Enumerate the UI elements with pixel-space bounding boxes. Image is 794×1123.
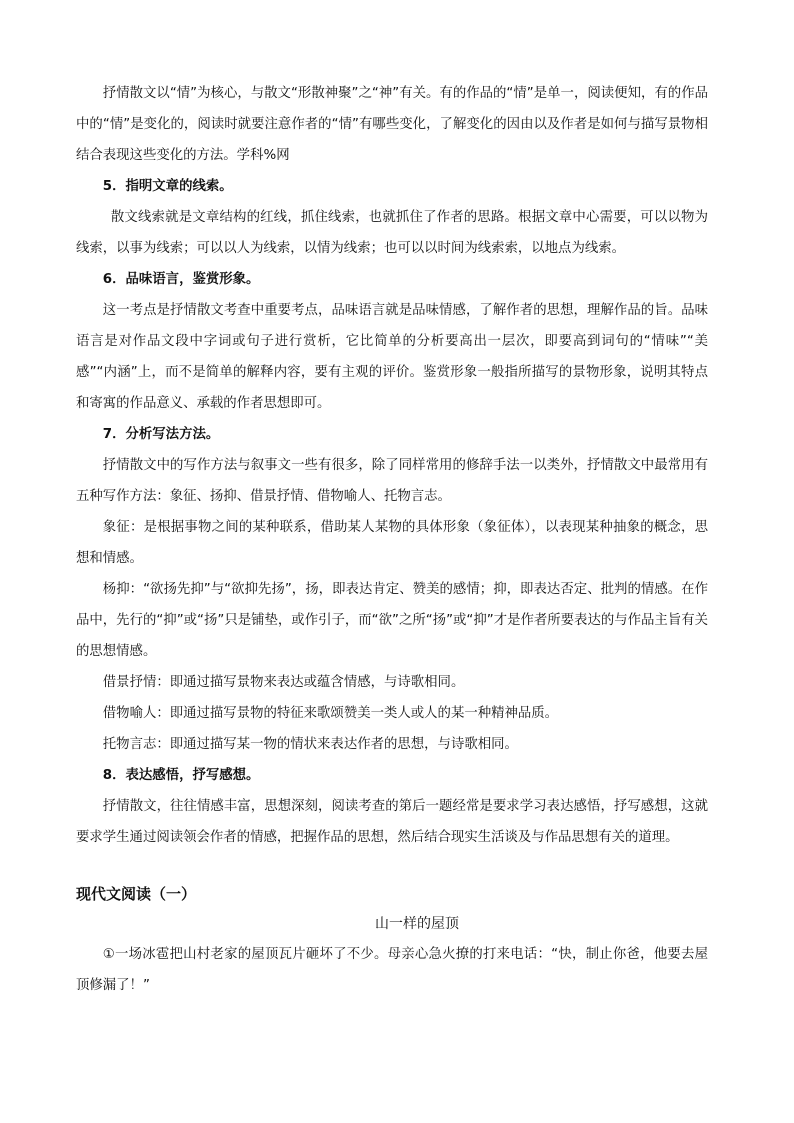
heading-point-6: 6．品味语言，鉴赏形象。 xyxy=(102,272,260,287)
paragraph-scenery-emotion: 借景抒情：即通过描写景物来表达或蕴含情感，与诗歌相同。 xyxy=(102,675,465,690)
heading-point-7: 7．分析写法方法。 xyxy=(102,427,220,442)
article-title: 山一样的屋顶 xyxy=(375,916,459,932)
article-first-paragraph: ①一场冰雹把山村老家的屋顶瓦片砸坏了不少。母亲心急火撩的打来电话：“快，制止你爸，他要去屋顶修漏了！” xyxy=(76,947,708,993)
paragraph-object-aspiration: 托物言志：即通过描写某一物的情状来表达作者的思想，与诗歌相同。 xyxy=(102,737,518,752)
heading-point-8: 8．表达感悟，抒写感想。 xyxy=(102,768,260,783)
paragraph-symbolism: 象征：是根据事物之间的某种联系，借助某人某物的具体形象（象征体），以表现某种抽象的概念，思想和情感。 xyxy=(76,520,708,566)
paragraph-language: 这一考点是抒情散文考查中重要考点，品味语言就是品味情感，了解作者的思想，理解作品的旨。品味语言是对作品文段中字词或句子进行赏析，它比简单的分析要高出一层次，即要高到词句的“情味”“美感”“内涵”上，而不是简单的解释内容，要有主观的评价。鉴赏形象一般指所描写的景物形象，说明其特点和寄寓的作品意义、承载的作者思想即可。 xyxy=(76,303,708,411)
paragraph-contrast: 杨抑：“欲扬先抑”与“欲抑先扬”，扬，即表达肯定、赞美的感情；抑，即表达否定、批判的情感。在作品中，先行的“抑”或“扬”只是铺垫，或作引子，而“欲”之所“扬”或“抑”才是作者所要表达的与作品主旨有关的思想情感。 xyxy=(76,582,708,659)
heading-point-5: 5．指明文章的线索。 xyxy=(102,179,233,194)
section-title: 现代文阅读（一） xyxy=(76,885,197,903)
paragraph-object-person: 借物喻人：即通过描写景物的特征来歌颂赞美一类人或人的某一种精神品质。 xyxy=(102,706,559,721)
paragraph-lyric-essay-emotion: 抒情散文以“情”为核心，与散文“形散神聚”之“神”有关。有的作品的“情”是单一，阅读便知，有的作品中的“情”是变化的，阅读时就要注意作者的“情”有哪些变化，了解变化的因由以及作者是如何与描写景物相结合表现这些变化的方法。学科%网 xyxy=(76,86,708,163)
paragraph-expression: 抒情散文，往往情感丰富，思想深刻，阅读考查的第后一题经常是要求学习表达感悟，抒写感想，这就要求学生通过阅读领会作者的情感，把握作品的思想，然后结合现实生活谈及与作品思想有关的道理。 xyxy=(76,799,708,845)
paragraph-clue: 散文线索就是文章结构的红线，抓住线索，也就抓住了作者的思路。根据文章中心需要，可以以物为线索，以事为线索；可以以人为线索，以情为线索；也可以以时间为线索索，以地点为线索。 xyxy=(76,210,708,256)
paragraph-writing-methods: 抒情散文中的写作方法与叙事文一些有很多，除了同样常用的修辞手法一以类外，抒情散文中最常用有五种写作方法：象征、扬抑、借景抒情、借物喻人、托物言志。 xyxy=(76,458,708,504)
